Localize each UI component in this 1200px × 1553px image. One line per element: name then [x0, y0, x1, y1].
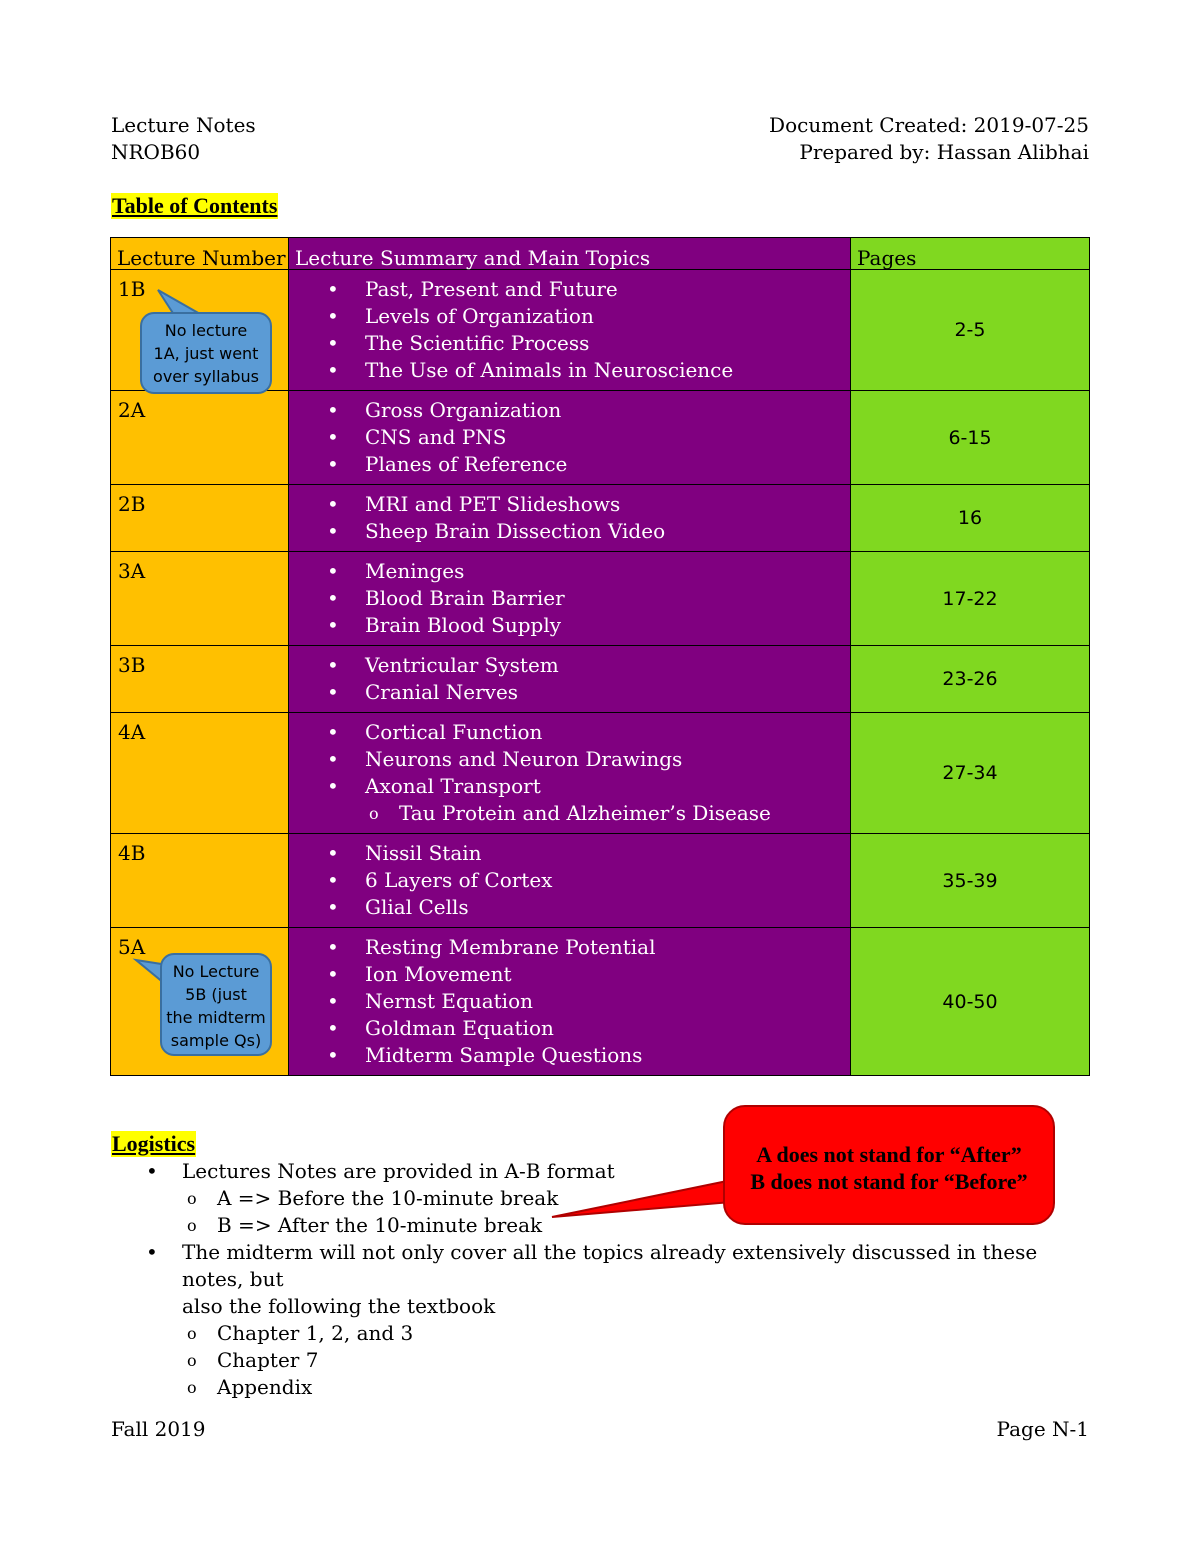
topic-cell	[289, 713, 851, 834]
page-range: 17-22	[851, 552, 1090, 646]
logistics-heading: Logistics	[112, 1131, 196, 1156]
page-range: 6-15	[851, 391, 1090, 485]
table-row	[111, 552, 1090, 646]
toc-heading: Table of Contents	[112, 193, 278, 218]
sub-list-item: o Appendix	[111, 1374, 1091, 1401]
list-item: • Nernst Equation	[289, 988, 850, 1015]
list-item: • Lectures Notes are provided in A-B format	[111, 1158, 1091, 1185]
sub-list-item: o A => Before the 10-minute break	[111, 1185, 1091, 1212]
lecture-number: 1B	[111, 270, 289, 391]
red-callout: A does not stand for “After” B does not stand for “Before”	[723, 1105, 1055, 1225]
sub-list-item: o Chapter 1, 2, and 3	[111, 1320, 1091, 1347]
footer-term: Fall 2019	[111, 1417, 206, 1441]
list-item: • Goldman Equation	[289, 1015, 850, 1042]
list-item: • Meninges	[289, 558, 850, 585]
list-item: • Glial Cells	[289, 894, 850, 921]
list-item: • The midterm will not only cover all the topics already extensively discussed in these notes, but also the following the textbook	[111, 1239, 1091, 1320]
col-header-summary: Lecture Summary and Main Topics	[289, 238, 851, 270]
topic-cell	[289, 646, 851, 713]
lecture-number: 3A	[111, 552, 289, 646]
sub-list-item: o Chapter 7	[111, 1347, 1091, 1374]
list-item: • Resting Membrane Potential	[289, 934, 850, 961]
sub-list-item: o B => After the 10-minute break	[111, 1212, 1091, 1239]
col-header-number: Lecture Number	[111, 238, 289, 270]
topic-cell	[289, 552, 851, 646]
topic-cell	[289, 391, 851, 485]
created-date: Document Created: 2019-07-25	[769, 113, 1089, 137]
list-item: • Ventricular System	[289, 652, 850, 679]
list-item: • 6 Layers of Cortex	[289, 867, 850, 894]
footer-page-number: Page N-1	[996, 1417, 1089, 1441]
list-item: • Past, Present and Future	[289, 276, 850, 303]
lecture-number: 2B	[111, 485, 289, 552]
page-range: 16	[851, 485, 1090, 552]
page-range: 27-34	[851, 713, 1090, 834]
list-item: • Midterm Sample Questions	[289, 1042, 850, 1069]
lecture-number: 5A	[111, 928, 289, 1076]
list-item: • CNS and PNS	[289, 424, 850, 451]
topic-cell	[289, 834, 851, 928]
list-item: • MRI and PET Slideshows	[289, 491, 850, 518]
list-item: • Sheep Brain Dissection Video	[289, 518, 850, 545]
page-range: 23-26	[851, 646, 1090, 713]
list-item: • Cortical Function	[289, 719, 850, 746]
list-item: • Nissil Stain	[289, 840, 850, 867]
table-row	[111, 713, 1090, 834]
table-row	[111, 485, 1090, 552]
toc-header-row	[111, 238, 1090, 270]
lecture-number: 4B	[111, 834, 289, 928]
author: Prepared by: Hassan Alibhai	[799, 140, 1089, 164]
doc-title: Lecture Notes	[111, 113, 256, 137]
red-callout-pointer	[548, 1170, 738, 1225]
lecture-number: 2A	[111, 391, 289, 485]
page-range: 35-39	[851, 834, 1090, 928]
page-range: 2-5	[851, 270, 1090, 391]
page-range: 40-50	[851, 928, 1090, 1076]
list-item: • Neurons and Neuron Drawings	[289, 746, 850, 773]
header-right	[769, 112, 1089, 166]
lecture-number: 4A	[111, 713, 289, 834]
list-item: • The Scientific Process	[289, 330, 850, 357]
sub-list-item: o Tau Protein and Alzheimer’s Disease	[289, 800, 850, 827]
table-row	[111, 646, 1090, 713]
callout-no-lecture-5b: No Lecture 5B (just the midterm sample Qs)	[160, 953, 272, 1056]
list-item: • The Use of Animals in Neuroscience	[289, 357, 850, 384]
topic-cell	[289, 270, 851, 391]
header-left	[111, 112, 256, 166]
list-item: • Planes of Reference	[289, 451, 850, 478]
col-header-pages: Pages	[851, 238, 1090, 270]
list-item: • Gross Organization	[289, 397, 850, 424]
topic-cell	[289, 928, 851, 1076]
list-item: • Ion Movement	[289, 961, 850, 988]
table-row	[111, 391, 1090, 485]
course-code: NROB60	[111, 140, 201, 164]
callout-no-lecture-1a: No lecture 1A, just went over syllabus	[140, 312, 272, 394]
list-item: • Axonal Transport	[289, 773, 850, 800]
lecture-number: 3B	[111, 646, 289, 713]
table-row	[111, 834, 1090, 928]
list-item: • Levels of Organization	[289, 303, 850, 330]
list-item: • Blood Brain Barrier	[289, 585, 850, 612]
list-item: • Brain Blood Supply	[289, 612, 850, 639]
topic-cell	[289, 485, 851, 552]
list-item: • Cranial Nerves	[289, 679, 850, 706]
